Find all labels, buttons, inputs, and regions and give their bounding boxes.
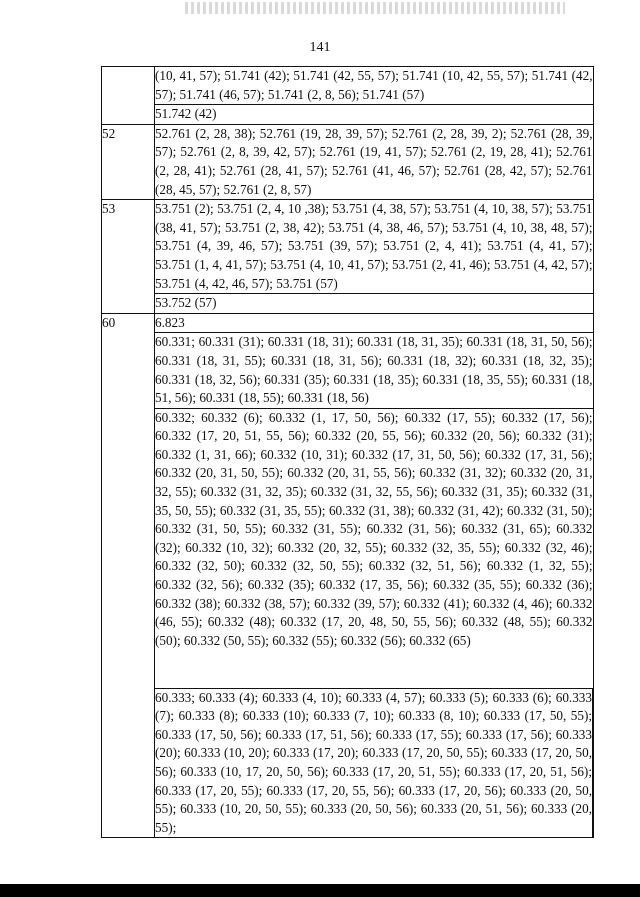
group-number-cell: 53 — [102, 200, 155, 314]
entries-text: 53.752 (57) — [155, 295, 217, 311]
entries-text: 6.823 — [155, 314, 185, 330]
entries-cell — [155, 294, 594, 314]
table-row — [102, 313, 594, 333]
entries-cell — [155, 124, 594, 199]
entries-cell — [155, 313, 594, 333]
table-row — [102, 67, 594, 105]
table-row — [102, 105, 594, 125]
scan-artifact-top — [185, 2, 565, 14]
entries-text: 60.331; 60.331 (31); 60.331 (18, 31); 60.331 (18, 31, 35); 60.331 (18, 31, 50, 56); 60.331 (18, 31, 55); 60.331 (18, 31, 56); 60.331 (18, 32); 60.331 (18, 32, 35); 60.331 (18, 32, 56); 60.331 (35); 60.331 (18, 35); 60.331 (18, 35, 55); 60.331 (18, 51, 56); 60.331 (18, 55); 60.331 (18, 56) — [155, 334, 593, 406]
entries-cell — [155, 105, 594, 125]
table-row — [102, 333, 594, 408]
entries-text: 51.742 (42) — [155, 106, 217, 122]
classification-table — [101, 66, 594, 838]
entries-text: 60.333; 60.333 (4); 60.333 (4, 10); 60.333 (4, 57); 60.333 (5); 60.333 (6); 60.333 (7); 60.333 (8); 60.333 (10); 60.333 (7, 10); 60.333 (8, 10); 60.333 (17, 50, 55); 60.333 (17, 50, 56); 60.333 (17, 51, 56); 60.333 (17, 55); 60.333 (17, 56); 60.333 (20); 60.333 (10, 20); 60.333 (17, 20); 60.333 (17, 20, 50, 55); 60.333 (17, 20, 50, 56); 60.333 (10, 17, 20, 50, 56); 60.333 (17, 20, 51, 55); 60.333 (17, 20, 51, 56); 60.333 (17, 20, 55); 60.333 (17, 20, 55, 56); 60.333 (17, 20, 56); 60.333 (20, 50, 55); 60.333 (10, 20, 50, 55); 60.333 (20, 50, 56); 60.333 (20, 51, 56); 60.333 (20, 55); — [155, 689, 592, 835]
table-row — [102, 124, 594, 199]
entries-text: (10, 41, 57); 51.741 (42); 51.741 (42, 55, 57); 51.741 (10, 42, 55, 57); 51.741 (42, 57); 51.741 (46, 57); 51.741 (2, 8, 56); 51.741 (57) — [155, 68, 593, 102]
group-number-cell: 60 — [102, 313, 155, 838]
entries-cell — [155, 333, 594, 408]
group-number-cell: 52 — [102, 124, 155, 199]
entries-cell — [155, 688, 594, 838]
table-row — [102, 688, 594, 838]
scan-artifact-bottom — [0, 884, 640, 897]
table-row — [102, 294, 594, 314]
entries-cell — [155, 67, 594, 105]
entries-cell — [155, 200, 594, 294]
entries-text: 60.332; 60.332 (6); 60.332 (1, 17, 50, 56); 60.332 (17, 55); 60.332 (17, 56); 60.332 (17, 20, 51, 55, 56); 60.332 (20, 55, 56); 60.332 (20, 56); 60.332 (31); 60.332 (1, 31, 66); 60.332 (10, 31); 60.332 (17, 31, 50, 56); 60.332 (17, 31, 56); 60.332 (20, 31, 50, 55); 60.332 (20, 31, 55, 56); 60.332 (31, 32); 60.332 (20, 31, 32, 55); 60.332 (31, 32, 35); 60.332 (31, 32, 55, 56); 60.332 (31, 35); 60.332 (31, 35, 50, 55); 60.332 (31, 35, 55); 60.332 (31, 38); 60.332 (31, 42); 60.332 (31, 50); 60.332 (31, 50, 55); 60.332 (31, 55); 60.332 (31, 56); 60.332 (31, 65); 60.332 (32); 60.332 (10, 32); 60.332 (20, 32, 55); 60.332 (32, 35, 55); 60.332 (32, 46); 60.332 (32, 50); 60.332 (32, 50, 55); 60.332 (32, 51, 56); 60.332 (1, 32, 55); 60.332 (32, 56); 60.332 (35); 60.332 (17, 35, 56); 60.332 (35, 55); 60.332 (36); 60.332 (38); 60.332 (38, 57); 60.332 (39, 57); 60.332 (41); 60.332 (4, 46); 60.332 (46, 55); 60.332 (48); 60.332 (17, 20, 48, 50, 55, 56); 60.332 (48, 55); 60.332 (50); 60.332 (50, 55); 60.332 (55); 60.332 (56); 60.332 (65) — [155, 409, 593, 648]
entries-cell — [155, 408, 594, 688]
entries-text: 53.751 (2); 53.751 (2, 4, 10 ,38); 53.751 (4, 38, 57); 53.751 (4, 10, 38, 57); 53.751 (38, 41, 57); 53.751 (2, 38, 42); 53.751 (4, 38, 46, 57); 53.751 (4, 10, 38, 48, 57); 53.751 (4, 39, 46, 57); 53.751 (39, 57); 53.751 (2, 4, 41); 53.751 (4, 41, 57); 53.751 (1, 4, 41, 57); 53.751 (4, 10, 41, 57); 53.751 (2, 41, 46); 53.751 (4, 42, 57); 53.751 (4, 42, 46, 57); 53.751 (57) — [155, 201, 593, 291]
group-number-cell — [102, 67, 155, 125]
table-row — [102, 200, 594, 294]
table-row — [102, 408, 594, 688]
entries-text: 52.761 (2, 28, 38); 52.761 (19, 28, 39, 57); 52.761 (2, 28, 39, 2); 52.761 (28, 39, 57); 52.761 (2, 8, 39, 42, 57); 52.761 (19, 41, 57); 52.761 (2, 19, 28, 41); 52.761 (2, 28, 41); 52.761 (28, 41, 57); 52.761 (41, 46, 57); 52.761 (28, 42, 57); 52.761 (28, 45, 57); 52.761 (2, 8, 57) — [155, 125, 593, 197]
page-number: 141 — [309, 40, 331, 55]
